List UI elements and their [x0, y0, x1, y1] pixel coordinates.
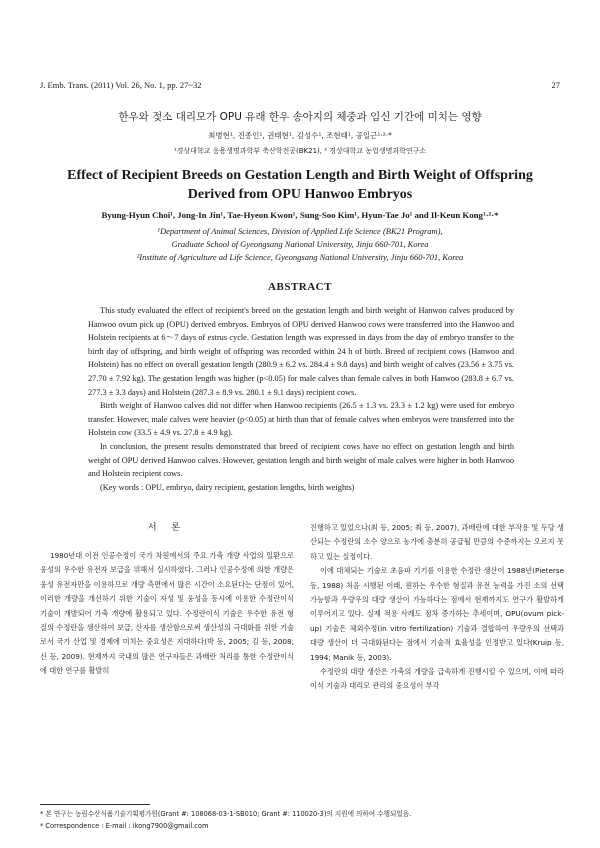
journal-citation: J. Emb. Trans. (2011) Vol. 26, No. 1, pp. 27~32: [40, 80, 202, 90]
funding-footnote: * 본 연구는 농림수산식품기술기획평가원(Grant #: 108068-03-1-SB010; Grant #: 110020-3)의 지원에 의하여 수행되었음.: [40, 810, 412, 818]
english-title: Effect of Recipient Breeds on Gestation Length and Birth Weight of Offspring Derived from OPU Hanwoo Embryos: [67, 168, 533, 202]
page-number: 27: [551, 80, 560, 90]
body-paragraph: 수정란의 대량 생산은 가축의 개량을 급속하게 진행시킬 수 있으며, 이에 따라 이식 기술과 대리모 관리의 중요성이 부각: [310, 667, 564, 691]
korean-title: 한우와 젖소 대리모가 OPU 유래 한우 송아지의 체중과 임신 기간에 미치는 영향: [118, 111, 482, 123]
abstract-heading: ABSTRACT: [268, 281, 332, 293]
left-column: [40, 521, 294, 679]
running-header: [40, 80, 560, 92]
english-authors: Byung-Hyun Choi¹, Jong-In Jin¹, Tae-Hyeon Kwon¹, Sung-Soo Kim¹, Hyun-Tae Jo¹ and Il-Keun Kong¹·²·*: [101, 210, 499, 220]
affiliation-line: ²Institute of Agriculture ad Life Science, Gyeongsang National University, Jinju 660-701, Korea: [136, 252, 464, 262]
keywords: (Key words : OPU, embryo, dairy recipient, gestation lengths, birth weights): [100, 482, 355, 492]
body-paragraph: 이에 대체되는 기술로 초음파 기기를 이용한 수정란 생산이 1988년(Pieterse 등, 1988) 처음 시행된 이래, 원하는 우수한 형질과 유전 능력을 가진 소의 선택 가능함과 우량우의 대량 생산이 가능하다는 점에서 현재까지도 연구가 활발하게 이루어지고 있다. 실제 적용 사례도 점차 증가하는 추세이며, OPU(ovum pick-up) 기술은 체외수정(in vitro fertilization) 기술과 결합하여 우량우의 선택과 대량 생산이 더 극대화된다는 점에서 기술적 효율성을 인정받고 있다(Kruip 등, 1994; Manik 등, 2003).: [310, 566, 564, 662]
body-paragraph: 진행하고 있었으나(최 등, 2005; 최 등, 2007), 과배란에 대한 부작용 및 두당 생산되는 수정란의 소수 양으로 농가에 충분히 공급될 만큼의 수준까지는 오르지 못하고 있는 실정이다.: [310, 523, 564, 561]
abstract-paragraph: This study evaluated the effect of recipient's breed on the gestation length and birth weight of Hanwoo calves produced by Hanwoo ovum pick up (OPU) derived embryos. Embryos of OPU derived Hanwoo cows were transferred into the Hanwoo and Holstein recipients at 6～7 days of estrus cycle. Gestation length was expressed in days from the day of embryo transfer to the birth day of offspring, and birth weight of offspring was recorded within 24 h of birth. Breed of recipient cows (Hanwoo and Holstein) has no effect on overall gestation length (280.9 ± 6.2 vs. 284.4 ± 9.8 days) and birth weight of calves (23.56 ± 3.75 vs. 27.70 ± 7.92 kg). The gestation length was higher (p<0.05) for male calves than female calves in both Hanwoo (283.8 ± 6.7 vs. 277.3 ± 3.3 days) and Holstein (287.3 ± 8.9 vs. 280.1 ± 9.1 days) recipient cows.: [88, 306, 514, 397]
korean-authors: 최병현¹, 진종인¹, 권태현¹, 김성수¹, 조현태¹, 공일근¹·²·*: [208, 131, 392, 140]
footnote-divider: [40, 804, 150, 805]
english-affiliations: [40, 225, 560, 264]
section-heading: 서 론: [147, 523, 187, 533]
affiliation-line: ¹Department of Animal Sciences, Division of Applied Life Science (BK21 Program),: [157, 226, 443, 236]
body-paragraph: 1980년대 이전 인공수정이 국가 차원에서의 주요 가축 개량 사업의 일환으로 웅성의 우수한 유전자 보급을 위해서 실시하였다. 그러나 인공수정에 의한 개량은 웅성 유전자만을 이용하므로 개량 측면에서 많은 시간이 소요된다는 단점이 있어, 이러한 개량을 개선하기 위한 기술이 자성 및 웅성을 동시에 이용한 수정란이식 기술이 개발되어 가축 개량에 활용되고 있다. 수정란이식 기술은 우수한 유전 형질의 수정란을 생산하여 보급, 산자를 생산함으로써 생산성의 극대화를 위한 기술로서 국가 산업 및 경제에 미치는 중요성은 지대하다(박 등, 2005; 김 등, 2008; 신 등, 2009). 현재까지 국내의 많은 연구자들은 과배란 처리를 통한 수정란이식에 대한 연구를 활발히: [40, 551, 294, 676]
affiliation-line: Graduate School of Gyeongsang National University, Jinju 660-701, Korea: [171, 239, 429, 249]
abstract-paragraph: In conclusion, the present results demonstrated that breed of recipient cows have no effect on gestation length and birth weight of OPU derived Hanwoo calves. However, gestation length and birth weight of male calves were higher in both Hanwoo and Holstein recipient cows.: [88, 441, 514, 479]
footnotes: [40, 808, 560, 832]
abstract-paragraph: Birth weight of Hanwoo calves did not differ when Hanwoo recipients (26.5 ± 1.3 vs. 23.3 ± 1.2 kg) were used for embryo transfer. However, male calves were heavier (p<0.05) at birth than that of female calves when embryos were transferred into the Holstein cow (33.5 ± 4.9 vs. 27.8 ± 4.9 kg).: [88, 401, 514, 438]
abstract-body: [88, 304, 514, 494]
right-column: [310, 521, 564, 694]
correspondence-footnote: * Correspondence : E-mail : ikong7900@gmail.com: [40, 822, 209, 830]
korean-affiliation: ¹경상대학교 응용생명과학부 축산학전공(BK21), ² 경상대학교 농업생명과학연구소: [173, 147, 427, 155]
